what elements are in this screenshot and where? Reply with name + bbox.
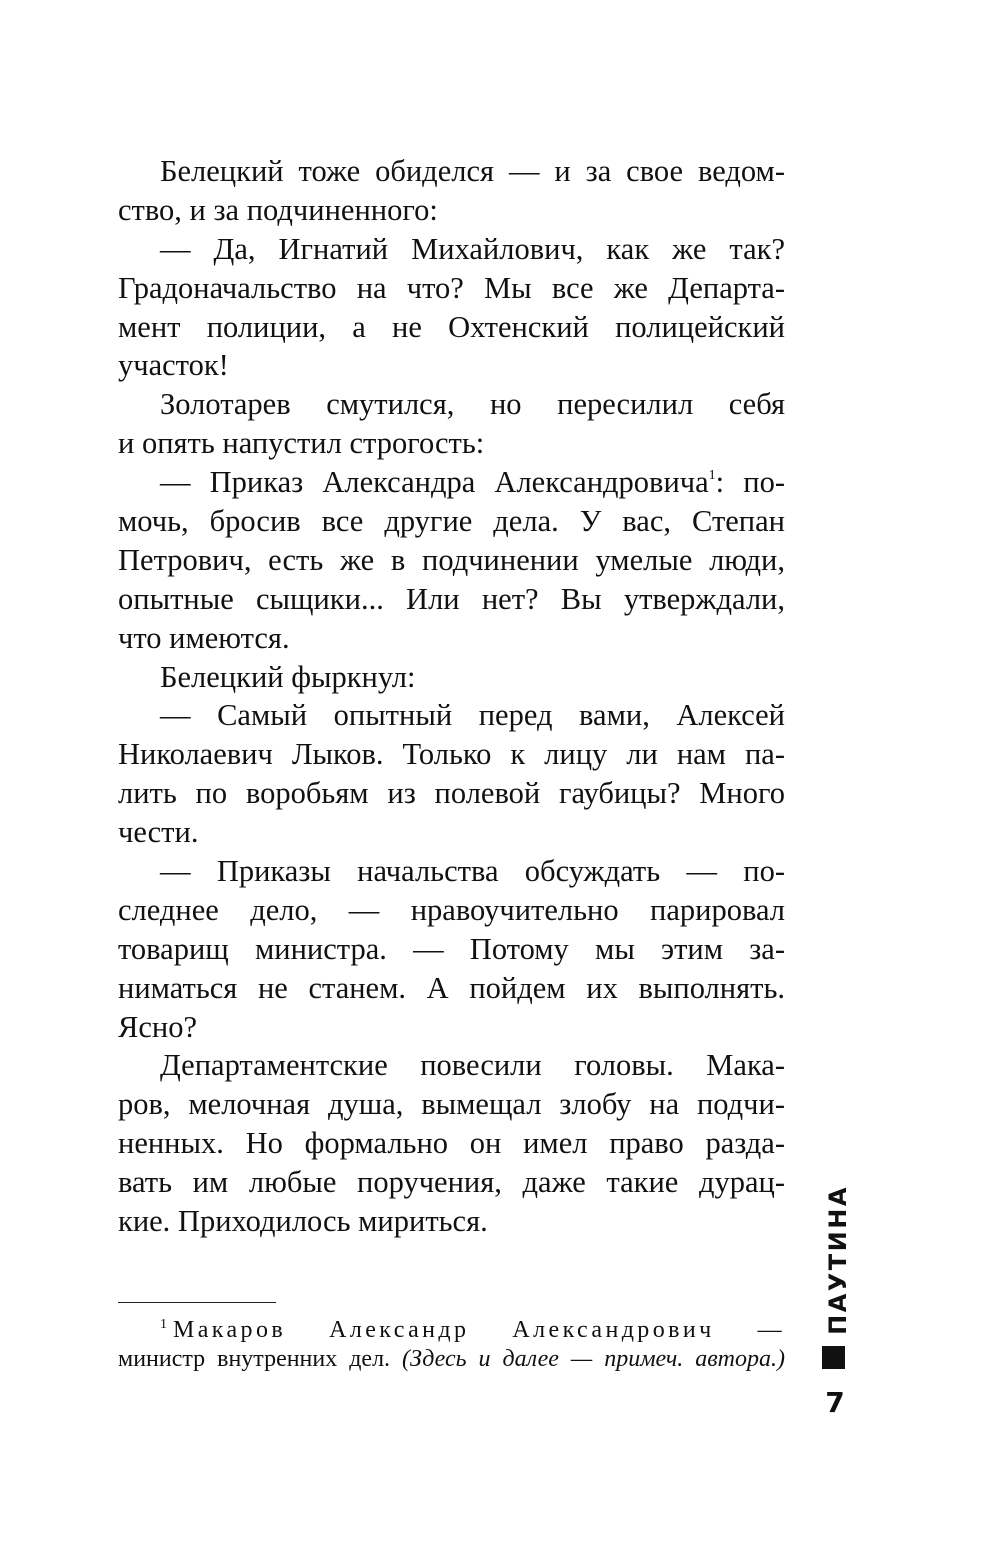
text-line: Золотарев смутился, но пересилил себя	[160, 387, 785, 422]
footnote-text: Макаров Александр Александрович —	[173, 1317, 785, 1343]
running-title	[820, 1185, 856, 1335]
black-square-mark	[822, 1346, 845, 1369]
footnote	[118, 1308, 785, 1376]
text-line: Николаевич Лыков. Только к лицу ли нам па-	[118, 737, 785, 772]
text-line: — Да, Игнатий Михайлович, как же так?	[160, 231, 785, 266]
text-line: ниматься не станем. А пойдем их выполнять.	[118, 970, 785, 1005]
text-line: мент полиции, а не Охтенский полицейский	[118, 309, 785, 344]
text-line: Петрович, есть же в подчинении умелые люди,	[118, 542, 785, 577]
text-line: Белецкий фыркнул:	[160, 659, 416, 694]
footnote-line	[118, 1308, 785, 1342]
text-line: опытные сыщики... Или нет? Вы утверждали,	[118, 581, 785, 616]
text-line: лить по воробьям из полевой гаубицы? Много	[118, 776, 785, 811]
footnote-text: министр внутренних дел.	[118, 1346, 402, 1372]
text-line: Ясно?	[118, 1009, 197, 1044]
text-line: Белецкий тоже обиделся — и за свое ведом-	[160, 154, 785, 188]
text-segment: — Приказ Александра Александровича	[160, 465, 709, 500]
text-segment: : по-	[715, 465, 786, 500]
text-line-with-footnote	[118, 463, 785, 502]
footnote-italic-text: (Здесь и далее — примеч. автора.)	[402, 1346, 785, 1372]
footnote-marker: 1	[160, 1317, 167, 1332]
text-line: — Приказы начальства обсуждать — по-	[160, 854, 785, 889]
main-text	[118, 152, 785, 1241]
text-line: следнее дело, — нравоучительно парировал	[118, 892, 785, 927]
text-line: ство, и за подчиненного:	[118, 192, 438, 227]
text-line: товарищ министра. — Потому мы этим за-	[118, 931, 785, 966]
text-line: ненных. Но формально он имел право разда-	[118, 1126, 785, 1161]
text-line: кие. Приходилось мириться.	[118, 1204, 488, 1239]
text-line: чести.	[118, 815, 199, 850]
text-line: мочь, бросив все другие дела. У вас, Степан	[118, 504, 785, 539]
text-line: ров, мелочная душа, вымещал злобу на подчи-	[118, 1087, 785, 1122]
text-line: Департаментские повесили головы. Мака-	[160, 1048, 785, 1083]
text-line: Градоначальство на что? Мы все же Департа-	[118, 270, 785, 305]
footnote-line	[118, 1342, 785, 1376]
text-line: что имеются.	[118, 620, 290, 655]
text-line: — Самый опытный перед вами, Алексей	[160, 698, 785, 733]
running-title-text: ПАУТИНА	[824, 1185, 852, 1335]
text-line: и опять напустил строгость:	[118, 426, 485, 461]
text-line: вать им любые поручения, даже такие дурац-	[118, 1165, 785, 1200]
footnote-reference: 1	[708, 467, 716, 483]
footnote-divider	[118, 1302, 276, 1303]
text-line: участок!	[118, 348, 229, 383]
page-number: 7	[825, 1386, 845, 1419]
